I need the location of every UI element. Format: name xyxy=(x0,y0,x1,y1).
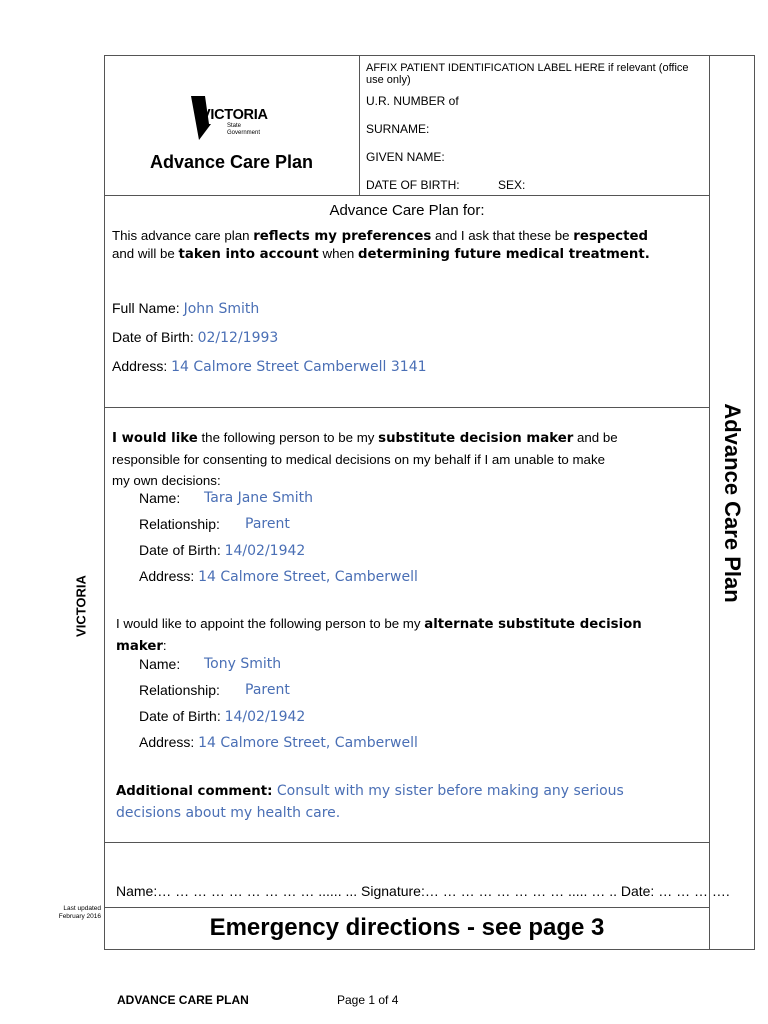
divider-1 xyxy=(104,195,710,196)
divider-2 xyxy=(104,407,710,408)
surname-label: SURNAME: xyxy=(366,122,430,136)
alt-name-row: Name: Tony Smith xyxy=(139,656,282,672)
additional-comment: Additional comment: Consult with my sister before making any serious decisions about my health care. xyxy=(116,783,624,821)
last-updated: Last updated February 2016 xyxy=(58,905,101,920)
page-number: Page 1 of 4 xyxy=(337,993,399,1007)
alt-dob-row: Date of Birth: 14/02/1942 xyxy=(139,708,306,725)
given-name-label: GIVEN NAME: xyxy=(366,150,445,164)
ur-number-label: U.R. NUMBER of xyxy=(366,94,459,108)
alt-address-row: Address: 14 Calmore Street, Camberwell xyxy=(139,734,418,751)
sdm-address-value: 14 Calmore Street, Camberwell xyxy=(198,569,418,585)
address-value: 14 Calmore Street Camberwell 3141 xyxy=(171,359,427,375)
sdm-name-value: Tara Jane Smith xyxy=(204,490,314,506)
sdm-name-row: Name: Tara Jane Smith xyxy=(139,490,314,506)
alt-relationship-row: Relationship: Parent xyxy=(139,682,290,698)
alt-sdm-intro: I would like to appoint the following person to be my alternate substitute decision maker: xyxy=(116,616,642,654)
plan-intro: This advance care plan reflects my preferences and I ask that these be respected and will be taken into account when determining future medical treatment. xyxy=(112,228,650,262)
alt-relationship-value: Parent xyxy=(245,682,290,698)
sex-label: SEX: xyxy=(498,178,526,192)
sdm-relationship-value: Parent xyxy=(245,516,290,532)
signature-line: Name:… … … … … … … … … ...... ... Signature:… … … … … … … … ..... … .. Date: … … … …. xyxy=(116,883,730,899)
header-title: Advance Care Plan xyxy=(149,152,314,172)
full-name-value: John Smith xyxy=(183,301,260,317)
sdm-relationship-row: Relationship: Parent xyxy=(139,516,290,532)
dob-row: Date of Birth: 02/12/1993 xyxy=(112,329,279,346)
emergency-directions: Emergency directions - see page 3 xyxy=(209,914,605,941)
sdm-dob-row: Date of Birth: 14/02/1942 xyxy=(139,542,306,559)
dob-value: 02/12/1993 xyxy=(197,330,279,346)
affix-label: AFFIX PATIENT IDENTIFICATION LABEL HERE if relevant (office use only) xyxy=(366,62,689,86)
address-row: Address: 14 Calmore Street Camberwell 3141 xyxy=(112,358,427,375)
victoria-logo: VICTORIA State Government xyxy=(191,96,281,140)
alt-name-value: Tony Smith xyxy=(204,656,282,672)
alt-dob-value: 14/02/1942 xyxy=(224,709,306,725)
divider-4 xyxy=(104,907,710,908)
plan-for-heading: Advance Care Plan for: xyxy=(329,202,485,219)
dob-label: DATE OF BIRTH: xyxy=(366,178,460,192)
footer-title: ADVANCE CARE PLAN xyxy=(117,993,249,1007)
sdm-dob-value: 14/02/1942 xyxy=(224,543,306,559)
header-divider xyxy=(359,55,360,195)
full-name-row: Full Name: John Smith xyxy=(112,300,260,317)
divider-3 xyxy=(104,842,710,843)
left-vertical-victoria: VICTORIA xyxy=(73,575,89,637)
alt-address-value: 14 Calmore Street, Camberwell xyxy=(198,735,418,751)
sdm-intro: I would like the following person to be my substitute decision maker and be responsible for consenting to medical decisions on my behalf if I am unable to make my own decisions: xyxy=(112,430,618,488)
sdm-address-row: Address: 14 Calmore Street, Camberwell xyxy=(139,568,418,585)
side-title: Advance Care Plan xyxy=(720,403,745,603)
